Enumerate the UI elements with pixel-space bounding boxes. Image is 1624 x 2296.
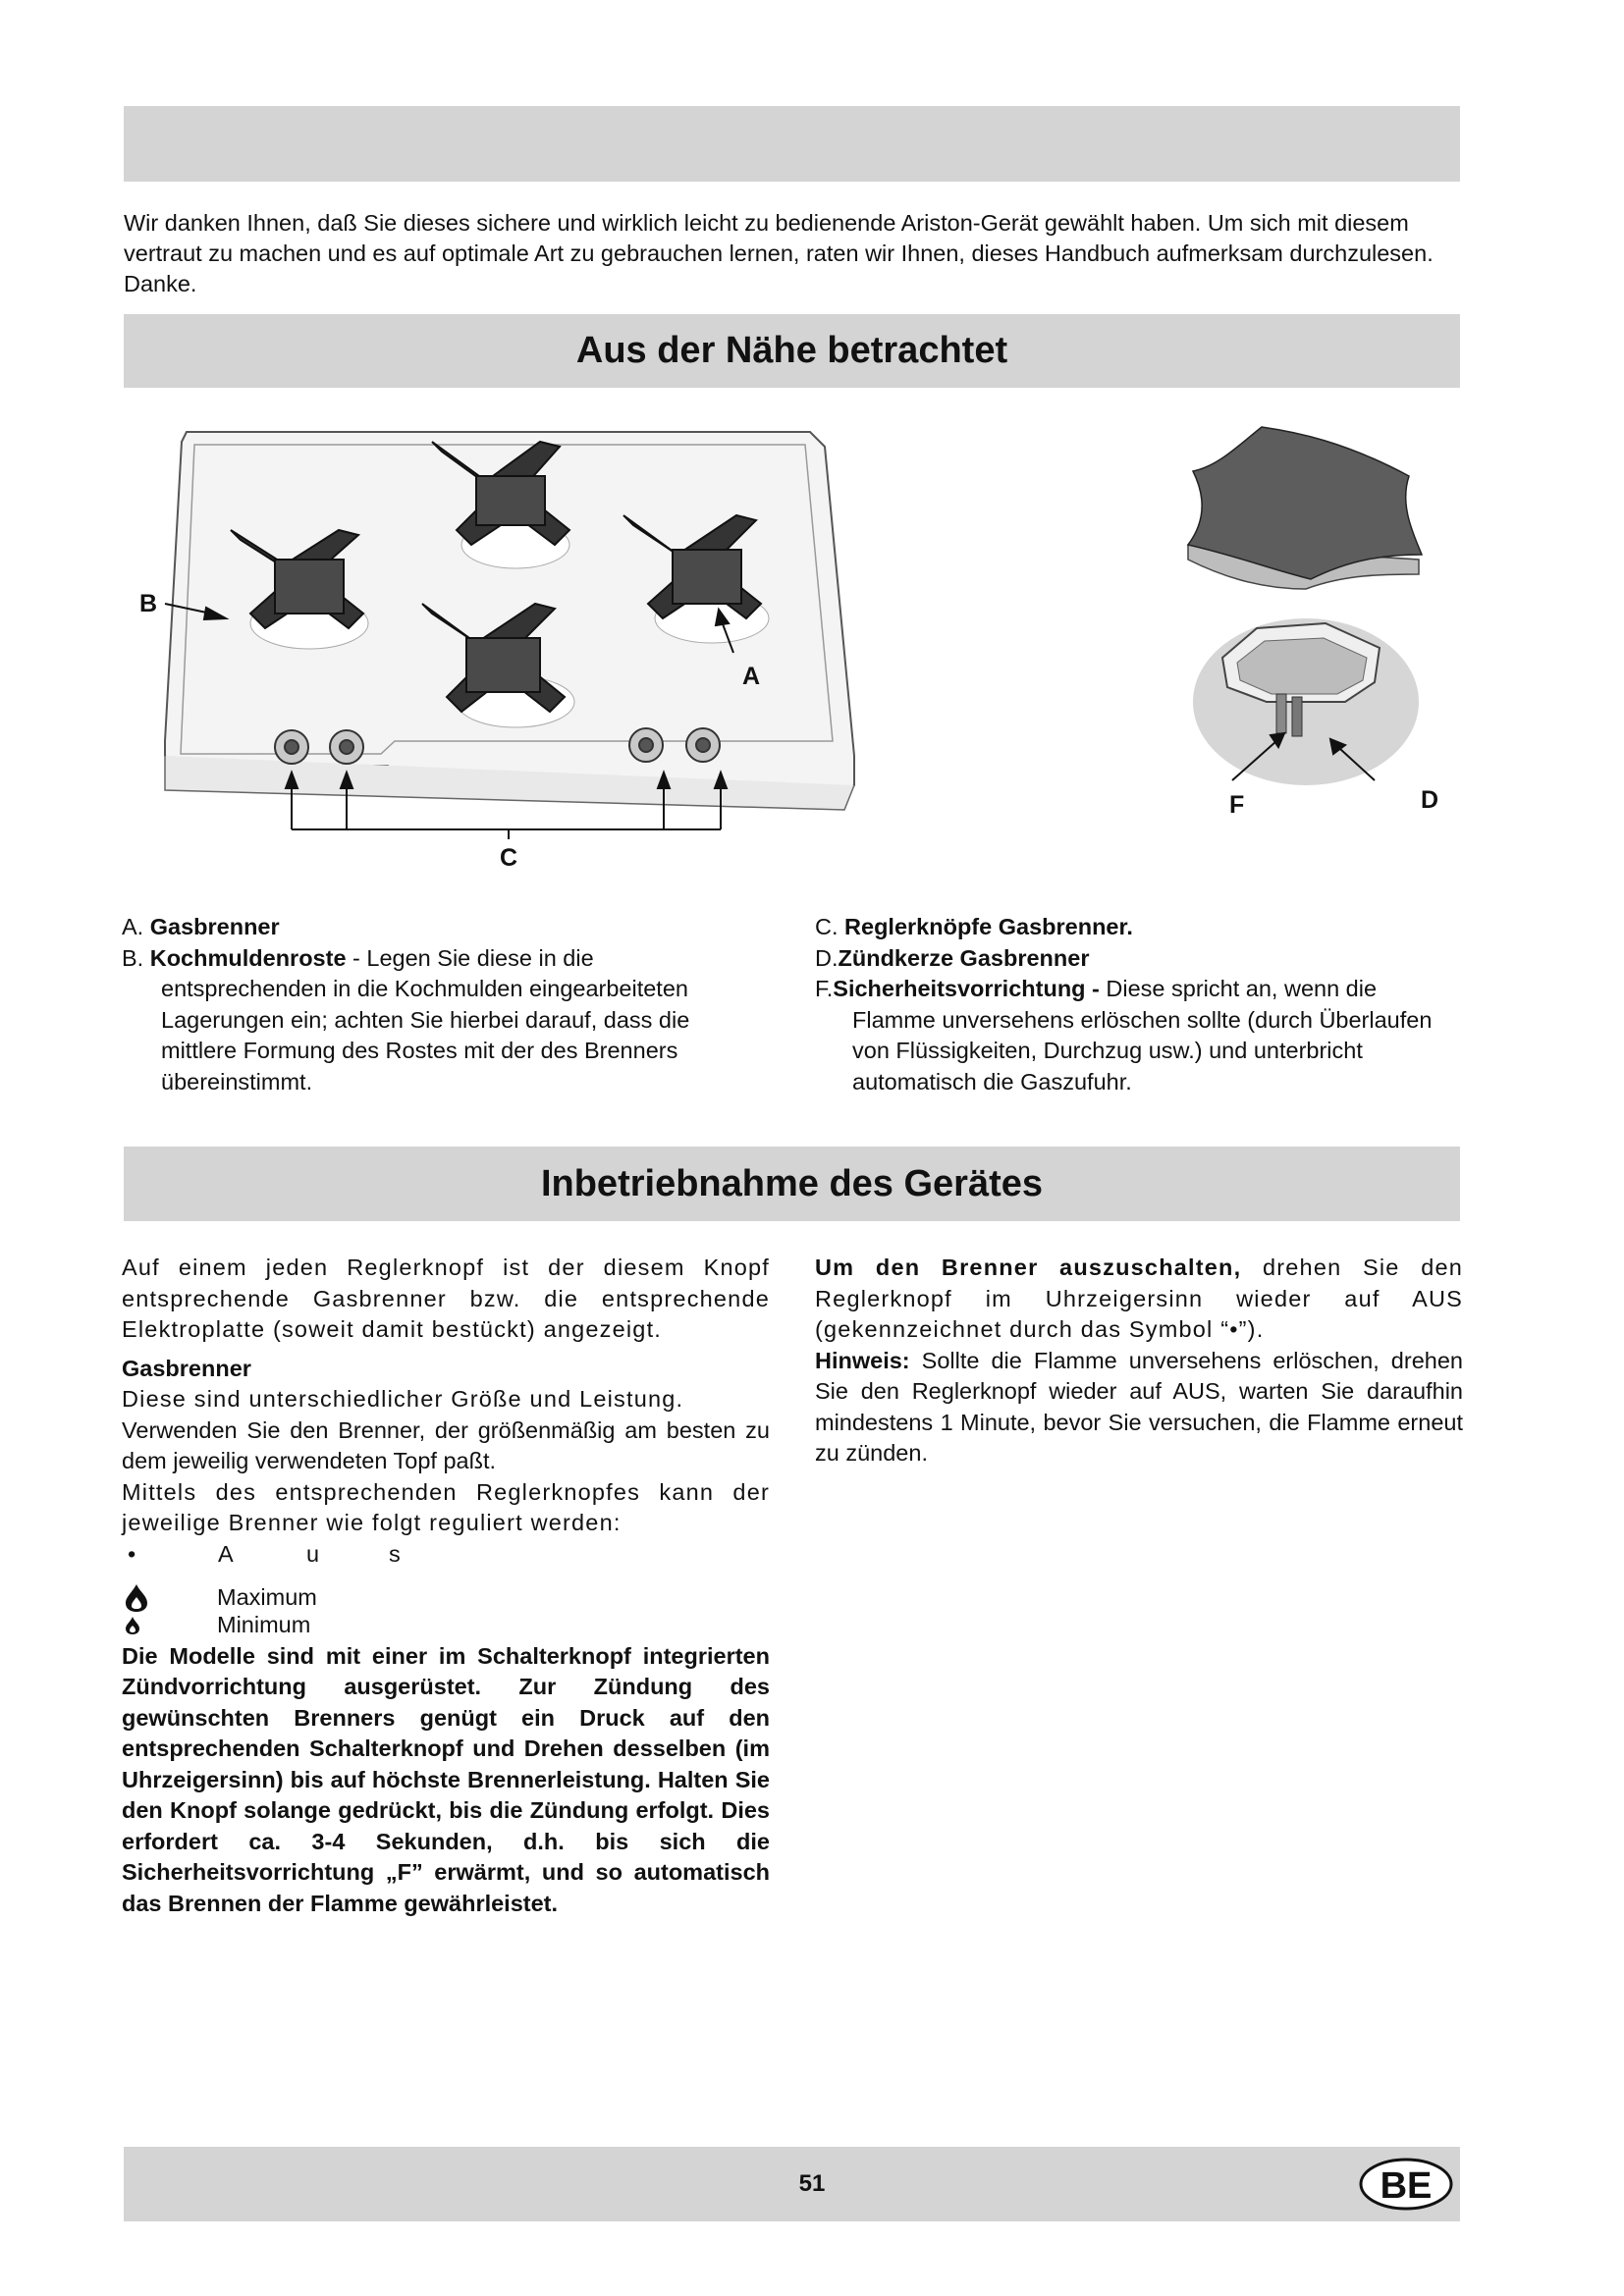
label-f: F — [1229, 791, 1245, 819]
desc-item-c — [815, 912, 1463, 943]
section-title-operation — [124, 1147, 1460, 1221]
desc-f-title: Sicherheitsvorrichtung - — [833, 976, 1100, 1001]
symbol-min-row — [122, 1612, 770, 1639]
gasbrenner-size-text: Diese sind unterschiedlicher Größe und Leistung. — [122, 1386, 684, 1412]
be-logo-icon — [1358, 2157, 1454, 2212]
desc-a-title: Gasbrenner — [149, 914, 280, 939]
aus-letter-1: A — [218, 1540, 234, 1567]
burner-base — [1193, 618, 1419, 785]
switch-off-title: Um den Brenner auszuschalten, — [815, 1255, 1242, 1280]
note-title: Hinweis: — [815, 1347, 910, 1373]
ignition-instructions: Die Modelle sind mit einer im Schalterknopf integrierten Zündvorrichtung ausgerüstet. Zur Zündung des gewünschten Brenners genügt ein Druck auf den entsprechenden Schalterknopf und Drehen desselben (im Uhrzeigersinn) bis auf höchste Brennerleistung. Halten Sie den Knopf solange gedrückt, bis die Zündung erfolgt. Dies erfordert ca. 3-4 Sekunden, d.h. bis sich die Sicherheitsvorrichtung „F” erwärmt, und so automatisch das Brennen der Flamme gewährleistet. — [122, 1642, 770, 1916]
section-title-overview — [124, 314, 1460, 388]
switch-off-text: drehen Sie den Reglerknopf im Uhrzeigersinn wieder auf AUS (gekennzeichnet durch das Symbol “•”). — [815, 1255, 1463, 1342]
desc-b-text: - Legen Sie diese in die entsprechenden in die Kochmulden eingearbeiteten Lagerungen ein; achten Sie hierbei darauf, dass die mittlere Formung des Rostes mit der des Brenners übereinstimmt. — [161, 944, 690, 1095]
section-title-overview-text: Aus der Nähe betrachtet — [575, 330, 1008, 371]
desc-d-prefix: D. — [815, 944, 839, 971]
gasbrenner-choose-text: Verwenden Sie den Brenner, der größenmäßig am besten zu dem jeweilig verwendeten Topf paßt. — [122, 1416, 770, 1473]
large-flame-icon — [122, 1583, 217, 1613]
minimum-label: Minimum — [217, 1611, 311, 1637]
symbol-max-row — [122, 1584, 770, 1612]
aus-letter-2: u — [306, 1540, 320, 1567]
maximum-label: Maximum — [217, 1583, 317, 1610]
burner-detail-illustration — [1178, 417, 1463, 829]
desc-item-d — [815, 943, 1463, 975]
desc-a-prefix: A. — [122, 914, 150, 939]
intro-text: Wir danken Ihnen, daß Sie dieses sichere und wirklich leicht zu bedienende Ariston-Gerät gewählt haben. Um sich mit diesem vertraut zu machen und es auf optimale Art zu gebrauchen lernen, raten wir Ihnen, dieses Handbuch aufmerksam durchzulesen. Danke. — [124, 210, 1434, 296]
desc-left-column — [122, 912, 760, 1097]
header-bar — [124, 106, 1460, 182]
operation-right-column — [815, 1253, 1463, 1469]
hob-illustration — [137, 417, 884, 883]
desc-f-prefix: F. — [815, 976, 834, 1001]
desc-f-text: Diese spricht an, wenn die Flamme unversehens erlöschen sollte (durch Überlaufen von Flüssigkeiten, Durchzug usw.) und unterbricht automatisch die Gaszufuhr. — [852, 976, 1433, 1095]
desc-b-title: Kochmuldenroste — [149, 944, 347, 971]
aus-letter-3: s — [389, 1540, 401, 1567]
note-text: Sollte die Flamme unversehens erlöschen, drehen Sie den Reglerknopf wieder auf AUS, warten Sie daraufhin mindestens 1 Minute, bevor Sie versuchen, die Flamme erneut zu zünden. — [815, 1347, 1463, 1466]
symbol-off-row — [122, 1539, 770, 1571]
burner-cap — [1188, 427, 1422, 589]
label-d: D — [1421, 786, 1439, 814]
small-flame-icon — [122, 1616, 217, 1635]
operation-left-column — [122, 1253, 770, 1919]
note-paragraph — [815, 1346, 1463, 1469]
desc-b-prefix: B. — [122, 944, 150, 971]
page-number: 51 — [798, 2170, 826, 2197]
switch-off-paragraph — [815, 1253, 1463, 1346]
label-b: B — [139, 590, 158, 617]
desc-c-title: Reglerknöpfe Gasbrenner. — [844, 914, 1133, 939]
desc-right-column — [815, 912, 1463, 1097]
desc-item-b — [122, 943, 760, 1098]
operation-intro: Auf einem jeden Reglerknopf ist der diesem Knopf entsprechende Gasbrenner bzw. die entsprechende Elektroplatte (soweit damit bestückt) angezeigt. — [122, 1255, 770, 1342]
desc-c-prefix: C. — [815, 914, 845, 939]
desc-item-f — [815, 974, 1463, 1097]
subheading-gasbrenner: Gasbrenner — [122, 1355, 251, 1381]
gasbrenner-regulate-text: Mittels des entsprechenden Reglerknopfes kann der jeweilige Brenner wie folgt reguliert werden: — [122, 1478, 770, 1535]
label-c: C — [500, 844, 518, 872]
be-logo-text: BE — [1380, 2165, 1433, 2207]
desc-d-title: Zündkerze Gasbrenner — [838, 944, 1090, 971]
section-title-operation-text: Inbetriebnahme des Gerätes — [540, 1162, 1044, 1204]
dot-symbol: • — [128, 1540, 136, 1567]
desc-item-a — [122, 912, 760, 943]
label-a: A — [742, 663, 761, 690]
